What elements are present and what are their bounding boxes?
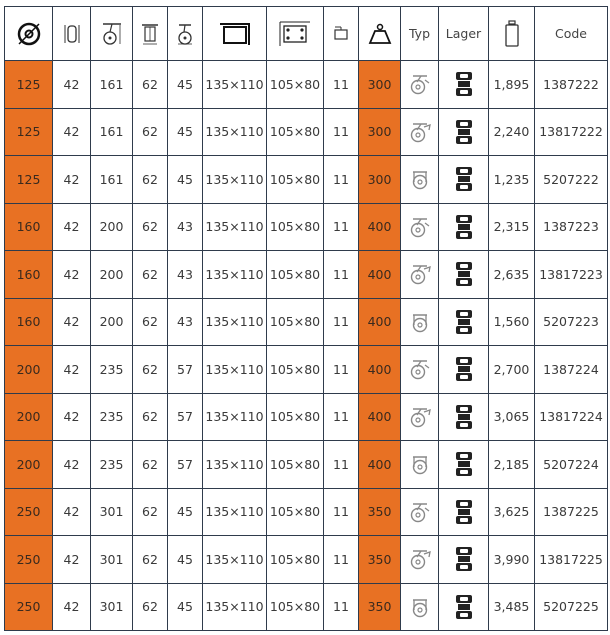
header-lager [439, 7, 489, 61]
header-lager-label: Lager [445, 26, 482, 41]
header-offset [168, 7, 203, 61]
cell-height: 161 [91, 61, 133, 109]
cell-plate: 135×110 [203, 393, 267, 441]
cell-holes: 105×80 [267, 441, 324, 489]
caster-fixed-icon [408, 453, 432, 475]
ball-bearing-icon [453, 593, 475, 621]
table-row [5, 441, 608, 489]
header-plate-size [203, 7, 267, 61]
cell-offset: 43 [168, 298, 203, 346]
cell-lager [439, 203, 489, 251]
cell-offset: 45 [168, 583, 203, 631]
table-row [5, 488, 608, 536]
cell-holes: 105×80 [267, 346, 324, 394]
cell-tread: 62 [133, 441, 168, 489]
cell-load: 400 [359, 298, 401, 346]
cell-lager [439, 108, 489, 156]
cell-holes: 105×80 [267, 203, 324, 251]
cell-bolt: 11 [324, 441, 359, 489]
table-row [5, 156, 608, 204]
cell-diameter: 200 [5, 393, 53, 441]
cell-code: 1387225 [535, 488, 608, 536]
cell-typ [401, 583, 439, 631]
cell-diameter: 200 [5, 346, 53, 394]
cell-offset: 45 [168, 488, 203, 536]
cell-lager [439, 441, 489, 489]
cell-height: 235 [91, 441, 133, 489]
load-capacity-icon [368, 23, 392, 45]
ball-bearing-icon [453, 355, 475, 383]
cell-height: 200 [91, 298, 133, 346]
cell-plate: 135×110 [203, 346, 267, 394]
cell-code: 13817223 [535, 251, 608, 299]
cell-weight: 1,235 [489, 156, 535, 204]
ball-bearing-icon [453, 118, 475, 146]
cell-width: 42 [53, 298, 91, 346]
cell-width: 42 [53, 346, 91, 394]
cell-height: 301 [91, 488, 133, 536]
cell-load: 400 [359, 393, 401, 441]
caster-swivel-lock-icon [408, 548, 432, 570]
cell-plate: 135×110 [203, 61, 267, 109]
cell-offset: 57 [168, 393, 203, 441]
table-row [5, 108, 608, 156]
cell-width: 42 [53, 583, 91, 631]
cell-typ [401, 203, 439, 251]
caster-fixed-icon [408, 596, 432, 618]
cell-width: 42 [53, 61, 91, 109]
cell-bolt: 11 [324, 346, 359, 394]
cell-typ [401, 61, 439, 109]
cell-lager [439, 156, 489, 204]
header-code [535, 7, 608, 61]
cell-width: 42 [53, 441, 91, 489]
cell-diameter: 250 [5, 583, 53, 631]
cell-plate: 135×110 [203, 298, 267, 346]
cell-typ [401, 298, 439, 346]
cell-lager [439, 251, 489, 299]
cell-weight: 2,315 [489, 203, 535, 251]
cell-lager [439, 583, 489, 631]
table-row [5, 346, 608, 394]
cell-plate: 135×110 [203, 108, 267, 156]
cell-load: 400 [359, 441, 401, 489]
cell-holes: 105×80 [267, 108, 324, 156]
cell-typ [401, 393, 439, 441]
cell-load: 300 [359, 61, 401, 109]
cell-holes: 105×80 [267, 298, 324, 346]
cell-tread: 62 [133, 488, 168, 536]
cell-code: 1387222 [535, 61, 608, 109]
table-row [5, 251, 608, 299]
cell-height: 301 [91, 583, 133, 631]
cell-diameter: 250 [5, 536, 53, 584]
caster-swivel-lock-icon [408, 263, 432, 285]
cell-weight: 3,065 [489, 393, 535, 441]
cell-load: 350 [359, 488, 401, 536]
ball-bearing-icon [453, 70, 475, 98]
caster-swivel-brake-icon [408, 501, 432, 523]
cell-diameter: 125 [5, 61, 53, 109]
header-weight [489, 7, 535, 61]
wheel-diameter-icon [16, 21, 42, 47]
cell-height: 235 [91, 346, 133, 394]
header-bolt-hole [324, 7, 359, 61]
cell-weight: 2,700 [489, 346, 535, 394]
cell-bolt: 11 [324, 61, 359, 109]
cell-height: 200 [91, 251, 133, 299]
cell-weight: 1,895 [489, 61, 535, 109]
cell-typ [401, 108, 439, 156]
cell-diameter: 160 [5, 251, 53, 299]
hole-spacing-icon [278, 20, 312, 48]
cell-lager [439, 536, 489, 584]
cell-load: 300 [359, 108, 401, 156]
cell-diameter: 160 [5, 298, 53, 346]
header-code-label: Code [554, 26, 587, 41]
cell-tread: 62 [133, 536, 168, 584]
header-hole-spacing [267, 7, 324, 61]
cell-plate: 135×110 [203, 536, 267, 584]
cell-weight: 3,625 [489, 488, 535, 536]
tread-width-icon [141, 22, 159, 46]
cell-plate: 135×110 [203, 251, 267, 299]
ball-bearing-icon [453, 450, 475, 478]
cell-plate: 135×110 [203, 441, 267, 489]
cell-width: 42 [53, 393, 91, 441]
cell-holes: 105×80 [267, 536, 324, 584]
cell-tread: 62 [133, 251, 168, 299]
cell-holes: 105×80 [267, 488, 324, 536]
cell-weight: 3,990 [489, 536, 535, 584]
header-wheel-diameter [5, 7, 53, 61]
header-typ-label: Typ [408, 26, 431, 41]
cell-bolt: 11 [324, 156, 359, 204]
ball-bearing-icon [453, 403, 475, 431]
cell-weight: 2,240 [489, 108, 535, 156]
cell-holes: 105×80 [267, 583, 324, 631]
table-body [5, 61, 608, 631]
cell-lager [439, 61, 489, 109]
cell-holes: 105×80 [267, 393, 324, 441]
cell-load: 300 [359, 156, 401, 204]
cell-weight: 1,560 [489, 298, 535, 346]
ball-bearing-icon [453, 213, 475, 241]
header-total-height [91, 7, 133, 61]
cell-bolt: 11 [324, 583, 359, 631]
cell-code: 13817224 [535, 393, 608, 441]
cell-typ [401, 488, 439, 536]
cell-code: 5207224 [535, 441, 608, 489]
caster-swivel-brake-icon [408, 73, 432, 95]
cell-typ [401, 441, 439, 489]
cell-code: 1387223 [535, 203, 608, 251]
caster-swivel-brake-icon [408, 358, 432, 380]
cell-load: 400 [359, 346, 401, 394]
header-tread-width [133, 7, 168, 61]
caster-fixed-icon [408, 168, 432, 190]
cell-code: 13817225 [535, 536, 608, 584]
cell-tread: 62 [133, 61, 168, 109]
cell-code: 5207225 [535, 583, 608, 631]
cell-height: 161 [91, 156, 133, 204]
table-row [5, 61, 608, 109]
offset-icon [175, 22, 195, 46]
cell-width: 42 [53, 488, 91, 536]
cell-holes: 105×80 [267, 156, 324, 204]
caster-swivel-lock-icon [408, 121, 432, 143]
cell-offset: 45 [168, 536, 203, 584]
cell-offset: 43 [168, 251, 203, 299]
cell-lager [439, 346, 489, 394]
cell-lager [439, 298, 489, 346]
cell-diameter: 125 [5, 108, 53, 156]
cell-weight: 3,485 [489, 583, 535, 631]
caster-spec-table [4, 6, 608, 631]
cell-code: 13817222 [535, 108, 608, 156]
cell-bolt: 11 [324, 203, 359, 251]
table-row [5, 536, 608, 584]
cell-bolt: 11 [324, 251, 359, 299]
caster-swivel-brake-icon [408, 216, 432, 238]
cell-weight: 2,185 [489, 441, 535, 489]
cell-width: 42 [53, 156, 91, 204]
cell-load: 400 [359, 203, 401, 251]
cell-code: 1387224 [535, 346, 608, 394]
cell-diameter: 160 [5, 203, 53, 251]
cell-offset: 45 [168, 156, 203, 204]
cell-diameter: 200 [5, 441, 53, 489]
bolt-hole-icon [332, 24, 350, 44]
cell-offset: 45 [168, 61, 203, 109]
wheel-width-icon [64, 23, 80, 45]
table-row [5, 203, 608, 251]
cell-plate: 135×110 [203, 156, 267, 204]
cell-lager [439, 393, 489, 441]
cell-offset: 43 [168, 203, 203, 251]
cell-code: 5207222 [535, 156, 608, 204]
cell-bolt: 11 [324, 488, 359, 536]
cell-width: 42 [53, 536, 91, 584]
cell-holes: 105×80 [267, 61, 324, 109]
cell-typ [401, 251, 439, 299]
cell-tread: 62 [133, 298, 168, 346]
table-row [5, 298, 608, 346]
cell-width: 42 [53, 203, 91, 251]
cell-holes: 105×80 [267, 251, 324, 299]
ball-bearing-icon [453, 165, 475, 193]
ball-bearing-icon [453, 260, 475, 288]
cell-height: 200 [91, 203, 133, 251]
cell-width: 42 [53, 251, 91, 299]
header-wheel-width [53, 7, 91, 61]
cell-tread: 62 [133, 203, 168, 251]
cell-tread: 62 [133, 583, 168, 631]
header-row [5, 7, 608, 61]
cell-offset: 45 [168, 108, 203, 156]
cell-diameter: 125 [5, 156, 53, 204]
cell-height: 161 [91, 108, 133, 156]
cell-plate: 135×110 [203, 488, 267, 536]
table-row [5, 583, 608, 631]
cell-load: 400 [359, 251, 401, 299]
caster-fixed-icon [408, 311, 432, 333]
cell-tread: 62 [133, 156, 168, 204]
cell-offset: 57 [168, 441, 203, 489]
cell-offset: 57 [168, 346, 203, 394]
cell-bolt: 11 [324, 108, 359, 156]
ball-bearing-icon [453, 545, 475, 573]
cell-tread: 62 [133, 346, 168, 394]
cell-typ [401, 346, 439, 394]
plate-size-icon [218, 21, 252, 47]
cell-height: 235 [91, 393, 133, 441]
cell-plate: 135×110 [203, 203, 267, 251]
weight-icon [503, 20, 521, 48]
cell-bolt: 11 [324, 298, 359, 346]
header-typ [401, 7, 439, 61]
cell-width: 42 [53, 108, 91, 156]
cell-tread: 62 [133, 393, 168, 441]
cell-load: 350 [359, 583, 401, 631]
cell-bolt: 11 [324, 393, 359, 441]
cell-diameter: 250 [5, 488, 53, 536]
total-height-icon [101, 22, 123, 46]
cell-bolt: 11 [324, 536, 359, 584]
cell-weight: 2,635 [489, 251, 535, 299]
header-load-capacity [359, 7, 401, 61]
cell-code: 5207223 [535, 298, 608, 346]
ball-bearing-icon [453, 308, 475, 336]
cell-tread: 62 [133, 108, 168, 156]
cell-typ [401, 156, 439, 204]
table-row [5, 393, 608, 441]
cell-load: 350 [359, 536, 401, 584]
cell-height: 301 [91, 536, 133, 584]
caster-swivel-lock-icon [408, 406, 432, 428]
cell-lager [439, 488, 489, 536]
cell-typ [401, 536, 439, 584]
cell-plate: 135×110 [203, 583, 267, 631]
ball-bearing-icon [453, 498, 475, 526]
